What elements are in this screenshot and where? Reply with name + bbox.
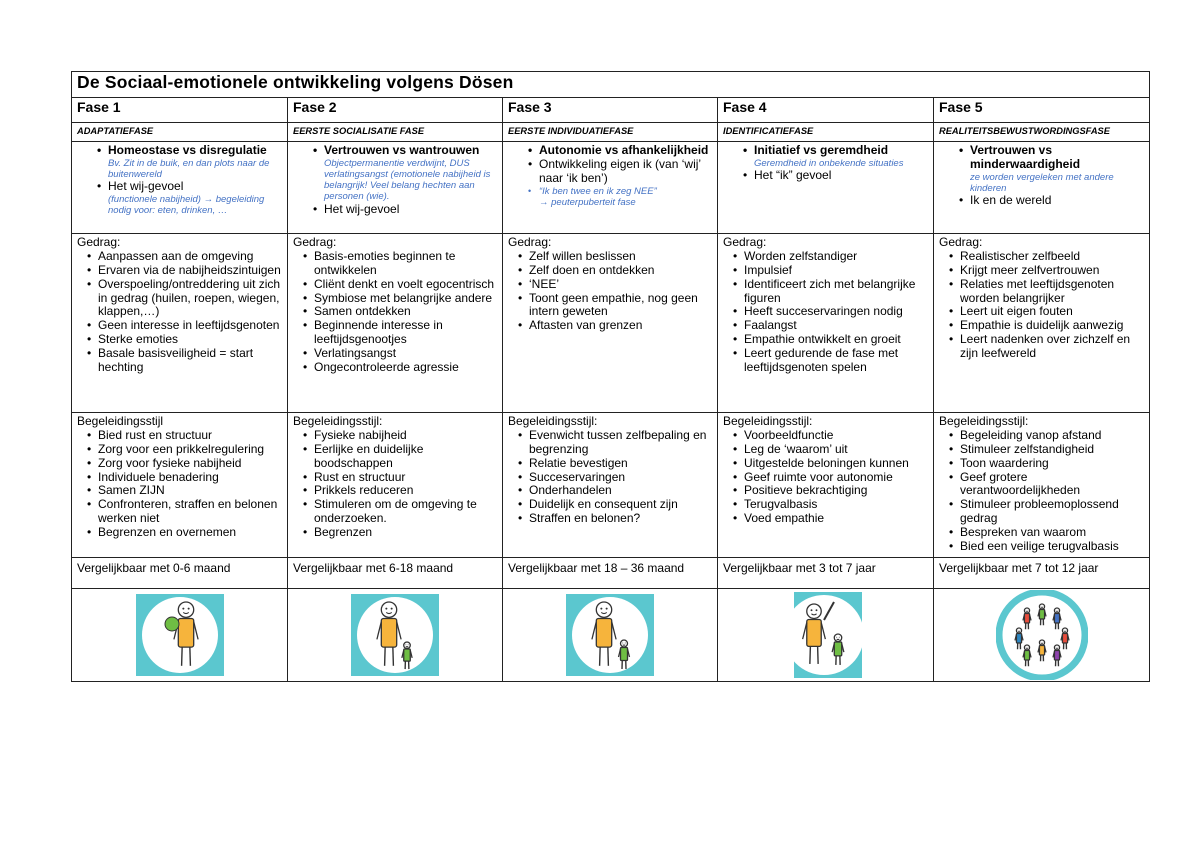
begeleiding-item: • Begeleiding vanop afstand <box>939 429 1144 443</box>
phase-begeleiding <box>288 412 503 557</box>
theme-list <box>77 144 282 217</box>
gedrag-item: • Overspoeling/ontreddering uit zich in gedrag (huilen, roepen, wiegen, klappen,…) <box>77 278 282 320</box>
begeleiding-label: Begeleidingsstijl: <box>939 413 1029 428</box>
theme-item: • Autonomie vs afhankelijkheid <box>518 144 712 158</box>
begeleiding-item: • Duidelijk en consequent zijn <box>508 498 712 512</box>
phase-begeleiding <box>72 412 288 557</box>
phase-vergelijkbaar: Vergelijkbaar met 3 tot 7 jaar <box>718 557 934 588</box>
phase-gedrag <box>934 233 1150 412</box>
begeleiding-label: Begeleidingsstijl: <box>723 413 813 428</box>
begeleiding-item: • Voorbeeldfunctie <box>723 429 928 443</box>
begeleiding-item: • Zorg voor een prikkelregulering <box>77 443 282 457</box>
begeleiding-item: • Onderhandelen <box>508 484 712 498</box>
phase-vergelijkbaar: Vergelijkbaar met 18 – 36 maand <box>503 557 718 588</box>
illustration <box>566 594 654 676</box>
begeleiding-item: • Evenwicht tussen zelfbepaling en begrenzing <box>508 429 712 457</box>
theme-note: ze worden vergeleken met andere kinderen <box>970 171 1114 194</box>
theme-list <box>939 144 1144 208</box>
theme-note: Geremdheid in onbekende situaties <box>754 157 904 169</box>
phase-begeleiding <box>503 412 718 557</box>
theme-item: • Ontwikkeling eigen ik (van ‘wij’ naar ‘ik ben’) <box>518 158 712 186</box>
begeleiding-item: • Rust en structuur <box>293 471 497 485</box>
gedrag-item: • Leert gedurende de fase met leeftijdsgenoten spelen <box>723 347 928 375</box>
phase-name: Fase 5 <box>934 98 1150 123</box>
page-title: De Sociaal-emotionele ontwikkeling volgens Dösen <box>72 72 1150 98</box>
gedrag-item: • Beginnende interesse in leeftijdsgenootjes <box>293 319 497 347</box>
gedrag-list <box>77 250 282 375</box>
gedrag-item: • Impulsief <box>723 264 928 278</box>
gedrag-list <box>723 250 928 375</box>
gedrag-item: • Basis-emoties beginnen te ontwikkelen <box>293 250 497 278</box>
begeleiding-item: • Confronteren, straffen en belonen werken niet <box>77 498 282 526</box>
phase-name: Fase 4 <box>718 98 934 123</box>
gedrag-item: • Cliënt denkt en voelt egocentrisch <box>293 278 497 292</box>
begeleiding-item: • Begrenzen en overnemen <box>77 526 282 540</box>
gedrag-item: • Identificeert zich met belangrijke figuren <box>723 278 928 306</box>
begeleiding-item: • Begrenzen <box>293 526 497 540</box>
gedrag-item: • Leert nadenken over zichzelf en zijn leefwereld <box>939 333 1144 361</box>
phase-theme <box>503 141 718 233</box>
gedrag-item: • Worden zelfstandiger <box>723 250 928 264</box>
begeleiding-item: • Bied rust en structuur <box>77 429 282 443</box>
phase-illustration <box>718 588 934 681</box>
begeleiding-item: • Relatie bevestigen <box>508 457 712 471</box>
gedrag-item: • Realistischer zelfbeeld <box>939 250 1144 264</box>
gedrag-item: • Faalangst <box>723 319 928 333</box>
gedrag-label: Gedrag: <box>508 234 552 249</box>
gedrag-list <box>508 250 712 333</box>
phase-illustration <box>288 588 503 681</box>
begeleiding-item: • Stimuleer zelfstandigheid <box>939 443 1144 457</box>
begeleiding-item: • Positieve bekrachtiging <box>723 484 928 498</box>
illustration <box>136 594 224 676</box>
begeleiding-item: • Geef ruimte voor autonomie <box>723 471 928 485</box>
phase-theme <box>718 141 934 233</box>
begeleiding-label: Begeleidingsstijl: <box>508 413 598 428</box>
gedrag-item: • Verlatingsangst <box>293 347 497 361</box>
theme-item: • Vertrouwen vs minderwaardigheid <box>949 144 1144 172</box>
begeleiding-item: • Toon waardering <box>939 457 1144 471</box>
begeleiding-item: • Eerlijke en duidelijke boodschappen <box>293 443 497 471</box>
gedrag-item: • Sterke emoties <box>77 333 282 347</box>
gedrag-item: • Zelf willen beslissen <box>508 250 712 264</box>
gedrag-label: Gedrag: <box>723 234 767 249</box>
begeleiding-item: • Straffen en belonen? <box>508 512 712 526</box>
gedrag-label: Gedrag: <box>293 234 337 249</box>
begeleiding-item: • Stimuleren om de omgeving te onderzoeken. <box>293 498 497 526</box>
theme-item: • Homeostase vs disregulatie <box>87 144 282 158</box>
gedrag-item: • Ervaren via de nabijheidszintuigen <box>77 264 282 278</box>
theme-list <box>508 144 712 208</box>
phase-subtitle: ADAPTATIEFASE <box>72 123 288 142</box>
theme-item: • Vertrouwen vs wantrouwen <box>303 144 497 158</box>
theme-item: • Het “ik” gevoel <box>733 169 928 183</box>
phase-subtitle: IDENTIFICATIEFASE <box>718 123 934 142</box>
gedrag-item: • Basale basisveiligheid = start hechting <box>77 347 282 375</box>
begeleiding-list <box>723 429 928 526</box>
illustration <box>996 590 1088 680</box>
gedrag-label: Gedrag: <box>939 234 983 249</box>
gedrag-item: • Ongecontroleerde agressie <box>293 361 497 375</box>
phase-gedrag <box>288 233 503 412</box>
phase-gedrag <box>503 233 718 412</box>
begeleiding-list <box>77 429 282 540</box>
phase-subtitle: EERSTE SOCIALISATIE FASE <box>288 123 503 142</box>
gedrag-item: • Aftasten van grenzen <box>508 319 712 333</box>
theme-item: • Initiatief vs geremdheid <box>733 144 928 158</box>
illustration <box>776 590 876 680</box>
phase-begeleiding <box>934 412 1150 557</box>
phase-begeleiding <box>718 412 934 557</box>
gedrag-item: • Empathie is duidelijk aanwezig <box>939 319 1144 333</box>
gedrag-label: Gedrag: <box>77 234 121 249</box>
begeleiding-label: Begeleidingsstijl <box>77 413 164 428</box>
gedrag-list <box>939 250 1144 361</box>
phase-illustration <box>503 588 718 681</box>
begeleiding-list <box>939 429 1144 554</box>
gedrag-item: • Aanpassen aan de omgeving <box>77 250 282 264</box>
phase-theme <box>288 141 503 233</box>
gedrag-item: • Relaties met leeftijdsgenoten worden belangrijker <box>939 278 1144 306</box>
phase-theme <box>934 141 1150 233</box>
begeleiding-list <box>508 429 712 526</box>
begeleiding-item: • Geef grotere verantwoordelijkheden <box>939 471 1144 499</box>
theme-note: • “Ik ben twee en ik zeg NEE” <box>518 186 712 197</box>
phase-vergelijkbaar: Vergelijkbaar met 7 tot 12 jaar <box>934 557 1150 588</box>
phase-subtitle: EERSTE INDIVIDUATIEFASE <box>503 123 718 142</box>
begeleiding-item: • Individuele benadering <box>77 471 282 485</box>
theme-note: (functionele nabijheid) → begeleiding nodig voor: eten, drinken, … <box>108 194 265 217</box>
gedrag-item: • Krijgt meer zelfvertrouwen <box>939 264 1144 278</box>
phase-name: Fase 2 <box>288 98 503 123</box>
gedrag-item: • Leert uit eigen fouten <box>939 305 1144 319</box>
begeleiding-item: • Leg de ‘waarom’ uit <box>723 443 928 457</box>
begeleiding-item: • Uitgestelde beloningen kunnen <box>723 457 928 471</box>
begeleiding-item: • Succeservaringen <box>508 471 712 485</box>
begeleiding-item: • Terugvalbasis <box>723 498 928 512</box>
theme-note: Objectpermanentie verdwijnt, DUS verlatingsangst (emotionele nabijheid is belangrijk! Veel belang hechten aan personen (wie). <box>324 157 491 203</box>
gedrag-item: • Symbiose met belangrijke andere <box>293 292 497 306</box>
theme-item: • Het wij-gevoel <box>303 203 497 217</box>
begeleiding-item: • Voed empathie <box>723 512 928 526</box>
theme-note: → peuterpuberteit fase <box>539 196 636 208</box>
phase-gedrag <box>718 233 934 412</box>
theme-item: • Ik en de wereld <box>949 194 1144 208</box>
gedrag-item: • Geen interesse in leeftijdsgenoten <box>77 319 282 333</box>
phase-vergelijkbaar: Vergelijkbaar met 0-6 maand <box>72 557 288 588</box>
begeleiding-item: • Fysieke nabijheid <box>293 429 497 443</box>
phase-subtitle: REALITEITSBEWUSTWORDINGSFASE <box>934 123 1150 142</box>
gedrag-item: • ‘NEE’ <box>508 278 712 292</box>
begeleiding-list <box>293 429 497 540</box>
begeleiding-item: • Zorg voor fysieke nabijheid <box>77 457 282 471</box>
gedrag-list <box>293 250 497 375</box>
phase-name: Fase 3 <box>503 98 718 123</box>
begeleiding-label: Begeleidingsstijl: <box>293 413 383 428</box>
gedrag-item: • Toont geen empathie, nog geen intern geweten <box>508 292 712 320</box>
theme-list <box>723 144 928 183</box>
begeleiding-item: • Bespreken van waarom <box>939 526 1144 540</box>
phase-illustration <box>72 588 288 681</box>
theme-note: Bv. Zit in de buik, en dan plots naar de buitenwereld <box>108 157 270 181</box>
gedrag-item: • Heeft succeservaringen nodig <box>723 305 928 319</box>
development-table <box>71 71 1150 682</box>
phase-name: Fase 1 <box>72 98 288 123</box>
begeleiding-item: • Samen ZIJN <box>77 484 282 498</box>
phase-theme <box>72 141 288 233</box>
phase-illustration <box>934 588 1150 681</box>
gedrag-item: • Empathie ontwikkelt en groeit <box>723 333 928 347</box>
phase-gedrag <box>72 233 288 412</box>
theme-item: • Het wij-gevoel <box>87 180 282 194</box>
begeleiding-item: • Stimuleer probleemoplossend gedrag <box>939 498 1144 526</box>
theme-list <box>293 144 497 217</box>
begeleiding-item: • Bied een veilige terugvalbasis <box>939 540 1144 554</box>
gedrag-item: • Zelf doen en ontdekken <box>508 264 712 278</box>
gedrag-item: • Samen ontdekken <box>293 305 497 319</box>
illustration <box>351 594 439 676</box>
phase-vergelijkbaar: Vergelijkbaar met 6-18 maand <box>288 557 503 588</box>
begeleiding-item: • Prikkels reduceren <box>293 484 497 498</box>
